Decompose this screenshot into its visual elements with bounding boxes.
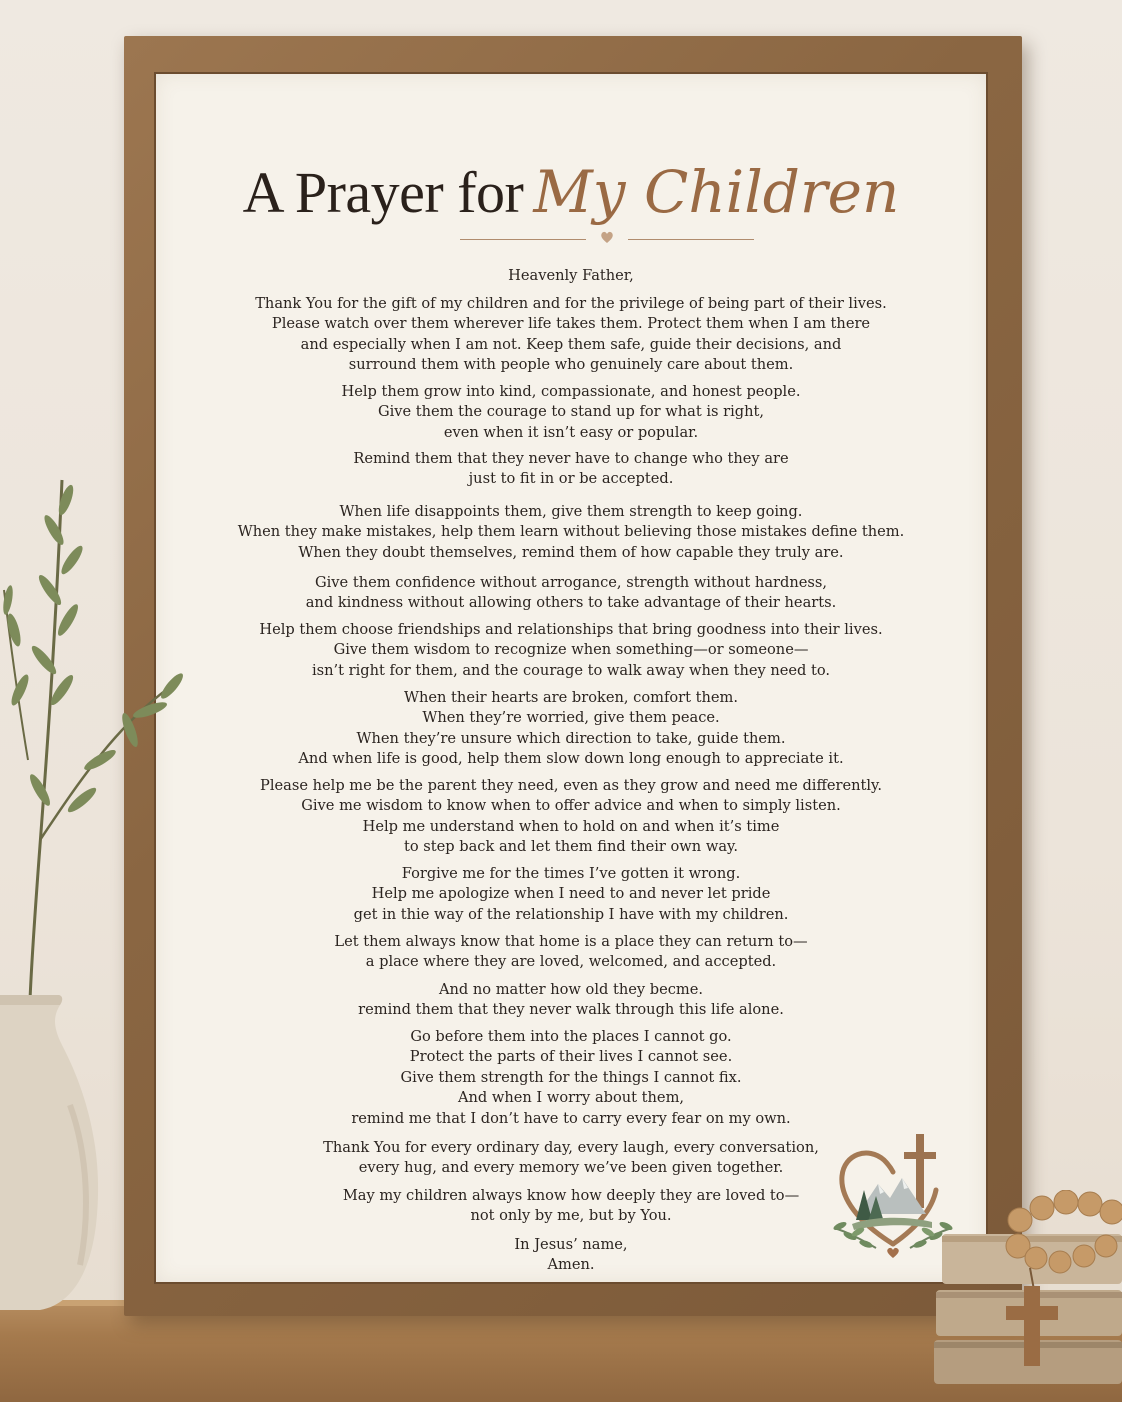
prayer-line: When they make mistakes, help them learn without believing those mistakes define them. [237, 523, 905, 541]
prayer-salutation [154, 266, 988, 286]
prayer-line: and kindness without allowing others to take advantage of their hearts. [305, 594, 837, 612]
page-title [154, 158, 988, 226]
wooden-rosary-cross [990, 1190, 1122, 1380]
prayer-line: remind me that I don’t have to carry every fear on my own. [351, 1109, 791, 1127]
prayer-line: Give them the courage to stand up for what is right, [377, 403, 765, 421]
prayer-line: isn’t right for them, and the courage to walk away when they need to. [311, 661, 831, 679]
prayer-paragraph-10 [154, 932, 988, 973]
prayer-paragraph-3 [154, 449, 988, 490]
title-divider [460, 232, 754, 246]
prayer-line: Help them choose friendships and relationships that bring goodness into their lives. [259, 621, 883, 638]
prayer-line: In Jesus’ name, [514, 1236, 628, 1253]
prayer-line: Please watch over them wherever life takes them. Protect them when I am there [271, 315, 871, 333]
prayer-paragraph-7 [154, 688, 988, 770]
prayer-line: When they’re unsure which direction to take, guide them. [356, 729, 786, 747]
prayer-line: When life disappoints them, give them strength to keep going. [339, 503, 803, 520]
prayer-line: to step back and let them find their own way. [404, 838, 738, 856]
prayer-line: And when I worry about them, [457, 1089, 685, 1107]
prayer-paragraph-6 [154, 620, 988, 681]
prayer-line: Help me apologize when I need to and never let pride [371, 885, 771, 903]
prayer-line: Remind them that they never have to change who they are [353, 450, 789, 467]
prayer-line: When they’re worried, give them peace. [422, 709, 720, 727]
prayer-line: Help them grow into kind, compassionate, and honest people. [341, 383, 801, 400]
prayer-line: Heavenly Father, [508, 267, 634, 284]
prayer-paragraph-4 [154, 502, 988, 563]
prayer-line: remind them that they never walk through this life alone. [358, 1001, 784, 1019]
prayer-line: Protect the parts of their lives I cannot see. [409, 1048, 733, 1066]
heart-icon [599, 229, 615, 245]
prayer-paragraph-2 [154, 382, 988, 443]
title-plain: A Prayer for [242, 160, 524, 225]
prayer-paragraph-1 [154, 294, 988, 376]
prayer-line: get in thie way of the relationship I have with my children. [353, 905, 789, 923]
prayer-paragraph-12 [154, 1027, 988, 1129]
print-content [154, 72, 988, 1284]
prayer-line: not only by me, but by You. [470, 1207, 672, 1225]
prayer-line: Forgive me for the times I’ve gotten it wrong. [401, 865, 741, 882]
prayer-line: Help me understand when to hold on and when it’s time [362, 817, 780, 835]
prayer-paragraph-8 [154, 776, 988, 858]
prayer-line: just to fit in or be accepted. [468, 470, 674, 488]
prayer-paragraph-5 [154, 573, 988, 614]
prayer-line: Give me wisdom to know when to offer advice and when to simply listen. [301, 797, 841, 815]
prayer-line: even when it isn’t easy or popular. [443, 423, 699, 441]
prayer-line: May my children always know how deeply they are loved to— [342, 1187, 800, 1204]
prayer-paragraph-11 [154, 980, 988, 1021]
prayer-line: When they doubt themselves, remind them of how capable they truly are. [298, 543, 844, 561]
title-script: My Children [533, 158, 900, 226]
prayer-line: Give them strength for the things I cannot fix. [400, 1068, 742, 1086]
olive-branch [0, 460, 190, 1000]
prayer-line: And when life is good, help them slow down long enough to appreciate it. [298, 750, 844, 768]
prayer-line: surround them with people who genuinely care about them. [348, 356, 794, 374]
picture-frame [124, 36, 1022, 1316]
prayer-line: Please help me be the parent they need, even as they grow and need me differently. [260, 777, 882, 794]
prayer-line: Thank You for the gift of my children and for the privilege of being part of their lives. [255, 295, 887, 312]
divider-line-right [628, 239, 754, 240]
prayer-line: Let them always know that home is a place they can return to— [334, 933, 808, 950]
prayer-line: Amen. [547, 1256, 595, 1274]
prayer-line: a place where they are loved, welcomed, and accepted. [365, 953, 777, 971]
print-paper [154, 72, 988, 1284]
prayer-line: Go before them into the places I cannot go. [410, 1028, 732, 1045]
prayer-line: When their hearts are broken, comfort them. [403, 689, 739, 706]
prayer-line: And no matter how old they becme. [438, 981, 704, 998]
ceramic-vase [0, 985, 140, 1310]
prayer-line: and especially when I am not. Keep them safe, guide their decisions, and [300, 335, 842, 353]
prayer-line: Thank You for every ordinary day, every laugh, every conversation, [323, 1139, 819, 1156]
prayer-line: every hug, and every memory we’ve been given together. [358, 1159, 784, 1177]
prayer-paragraph-9 [154, 864, 988, 925]
prayer-line: Give them confidence without arrogance, strength without hardness, [314, 574, 827, 591]
prayer-line: Give them wisdom to recognize when something—or someone— [333, 641, 809, 659]
divider-line-left [460, 239, 586, 240]
